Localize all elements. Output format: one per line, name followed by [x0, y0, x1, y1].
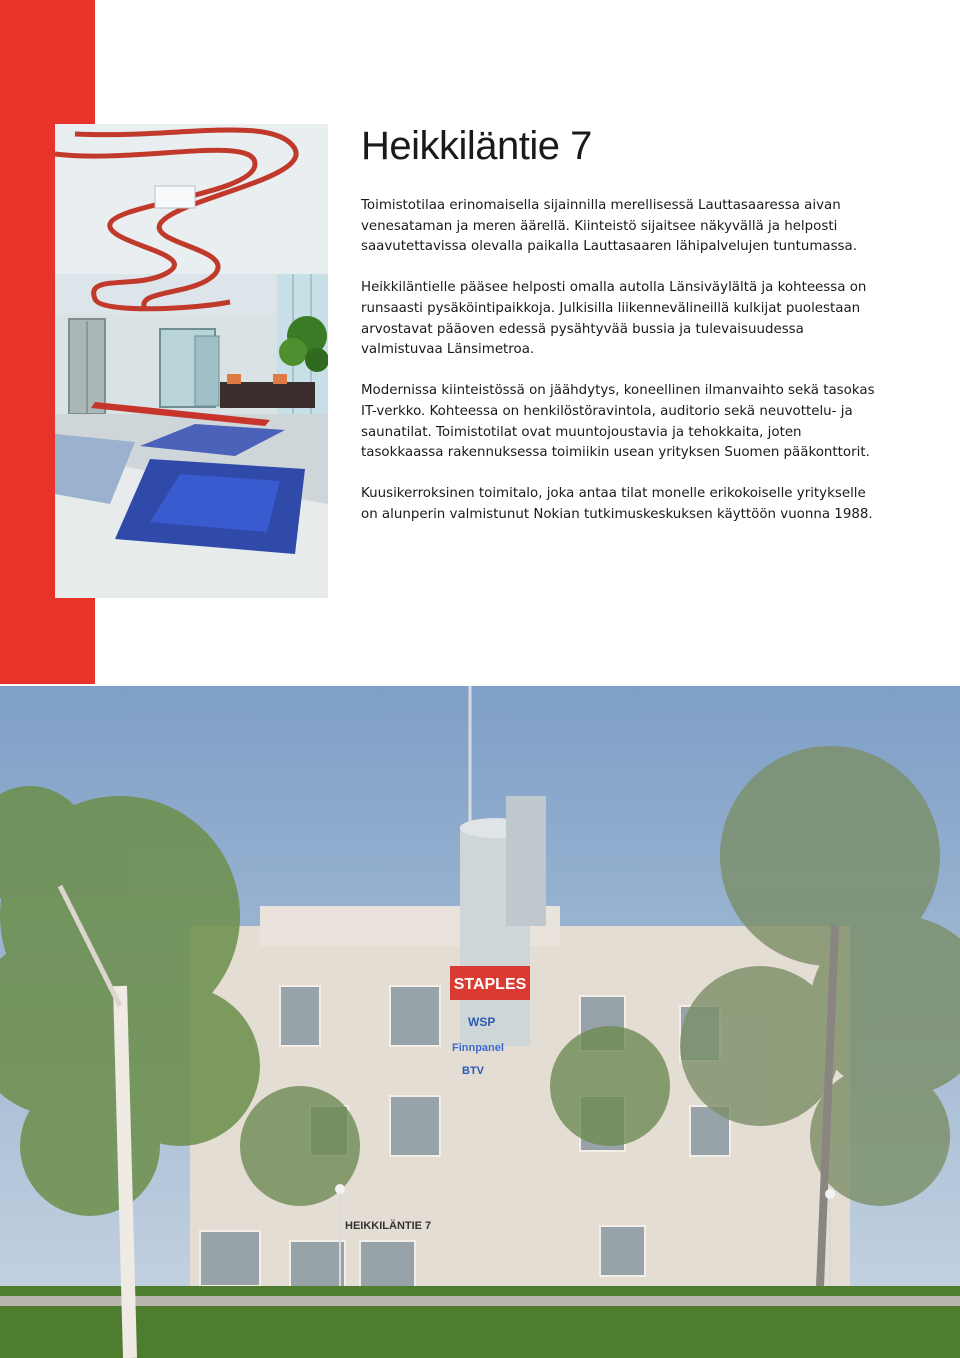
body-text — [361, 196, 881, 546]
lobby-photo — [55, 124, 328, 598]
paragraph-location: Toimistotilaa erinomaisella sijainnilla merellisessä Lauttasaaressa aivan venesataman ja meren äärellä. Kiinteistö sijaitsee näkyvällä ja helposti saavutettavissa olevalla paikalla Lauttasaaren lähipalvelujen tuntumassa. — [361, 198, 857, 255]
paragraph-transport: Heikkiläntielle pääsee helposti omalla autolla Länsiväylältä ja kohteessa on runsaasti pysäköintipaikkoja. Julkisilla liikennevälineillä kulkijat puolestaan arvostavat pääoven edessä pysähtyvää bussia ja tulevaisuudessa valmistuvaa Länsimetroa. — [361, 280, 867, 358]
paragraph-history: Kuusikerroksinen toimitalo, joka antaa tilat monelle erikokoiselle yritykselle on alunperin valmistunut Nokian tutkimuskeskuksen käyttöön vuonna 1988. — [361, 486, 873, 522]
staples-sign: STAPLES — [453, 976, 527, 993]
paragraph-facilities: Modernissa kiinteistössä on jäähdytys, koneellinen ilmanvaihto sekä tasokas IT-verkko. Kohteessa on henkilöstöravintola, auditorio sekä neuvottelu- ja saunatilat. Toimistotilat ovat muuntojoustavia ja tehokkaita, joten tasokkaassa rakennuksessa toimiikin usean yrityksen Suomen pääkonttorit. — [361, 383, 875, 461]
btv-sign: BTV — [462, 1065, 484, 1077]
finnpanel-sign: Finnpanel — [452, 1042, 504, 1054]
street-sign: HEIKKILÄNTIE 7 — [345, 1220, 432, 1232]
wsp-sign: WSP — [468, 1015, 496, 1029]
page-title: Heikkiläntie 7 — [361, 124, 592, 168]
building-photo — [0, 686, 960, 1358]
